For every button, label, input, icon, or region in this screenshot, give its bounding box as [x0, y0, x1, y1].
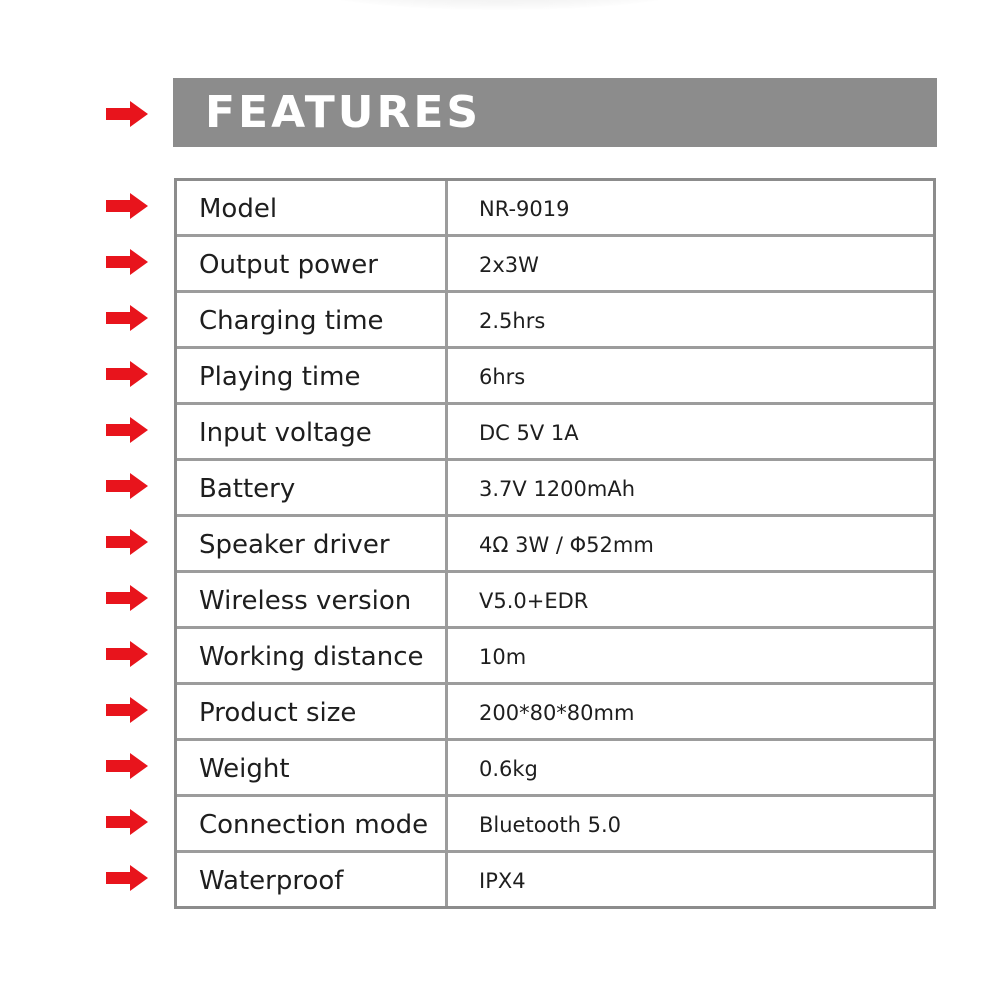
spec-row	[177, 461, 933, 517]
spec-label: Battery	[199, 474, 296, 504]
spec-label: Waterproof	[199, 866, 344, 896]
spec-label: Connection mode	[199, 810, 429, 840]
spec-label: Input voltage	[199, 418, 372, 448]
red-arrow-icon	[106, 473, 148, 499]
spec-value: 4Ω 3W / Φ52mm	[479, 533, 654, 557]
red-arrow-icon	[106, 249, 148, 275]
spec-row	[177, 741, 933, 797]
top-shadow	[300, 0, 700, 10]
spec-row	[177, 293, 933, 349]
spec-value: 6hrs	[479, 365, 526, 389]
red-arrow-icon	[106, 585, 148, 611]
spec-value: IPX4	[479, 869, 526, 893]
spec-value: Bluetooth 5.0	[479, 813, 622, 837]
red-arrow-icon	[106, 361, 148, 387]
red-arrow-icon	[106, 865, 148, 891]
red-arrow-icon	[106, 305, 148, 331]
red-arrow-icon	[106, 193, 148, 219]
spec-row	[177, 181, 933, 237]
header-arrow-icon	[106, 101, 148, 127]
spec-value: 0.6kg	[479, 757, 538, 781]
spec-value: 3.7V 1200mAh	[479, 477, 636, 501]
red-arrow-icon	[106, 753, 148, 779]
spec-row	[177, 797, 933, 853]
spec-row	[177, 685, 933, 741]
red-arrow-icon	[106, 697, 148, 723]
features-header	[173, 78, 937, 147]
spec-row	[177, 405, 933, 461]
spec-table	[174, 178, 936, 909]
spec-row	[177, 349, 933, 405]
red-arrow-icon	[106, 641, 148, 667]
spec-label: Weight	[199, 754, 290, 784]
spec-value: 200*80*80mm	[479, 701, 635, 725]
spec-row	[177, 517, 933, 573]
spec-value: DC 5V 1A	[479, 421, 579, 445]
spec-label: Product size	[199, 698, 357, 728]
spec-value: 2x3W	[479, 253, 539, 277]
red-arrow-icon	[106, 809, 148, 835]
spec-value: V5.0+EDR	[479, 589, 589, 613]
spec-row	[177, 237, 933, 293]
spec-label: Charging time	[199, 306, 384, 336]
features-title: FEATURES	[205, 87, 482, 138]
spec-label: Model	[199, 194, 278, 224]
spec-label: Speaker driver	[199, 530, 390, 560]
spec-label: Output power	[199, 250, 378, 280]
spec-label: Playing time	[199, 362, 361, 392]
spec-label: Working distance	[199, 642, 424, 672]
spec-row	[177, 629, 933, 685]
spec-label: Wireless version	[199, 586, 412, 616]
spec-value: 10m	[479, 645, 527, 669]
red-arrow-icon	[106, 417, 148, 443]
spec-value: NR-9019	[479, 197, 570, 221]
red-arrow-icon	[106, 529, 148, 555]
spec-value: 2.5hrs	[479, 309, 546, 333]
spec-row	[177, 573, 933, 629]
spec-row	[177, 853, 933, 909]
